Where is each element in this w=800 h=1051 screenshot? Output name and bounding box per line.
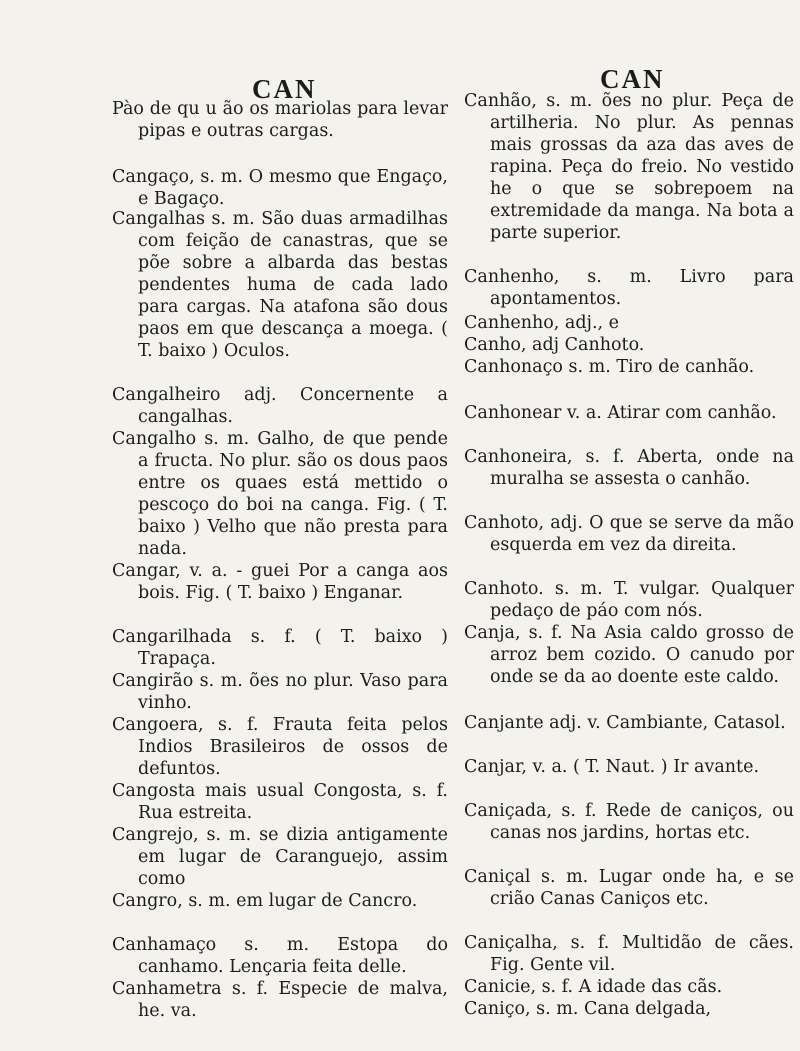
entry: Cangar, v. a. - guei Por a canga aos bois. Fig. ( T. baixo ) Enganar. xyxy=(112,561,448,603)
entry: Canhenho, s. m. Livro para apontamentos. xyxy=(464,267,794,309)
entry: Canhoto, adj. O que se serve da mão esquerda em vez da direita. xyxy=(464,513,794,555)
entry: Cangrejo, s. m. se dizia antigamente em lugar de Caranguejo, assim como xyxy=(112,825,448,889)
entry: Cangarilhada s. f. ( T. baixo ) Trapaça. xyxy=(112,627,448,669)
entry: Cangalhas s. m. São duas armadilhas com feição de canastras, que se põe sobre a albarda das bestas pendentes huma de cada lado para cargas. Na atafona são dous paos em que descança a moega. ( T. baixo ) Oculos. xyxy=(112,209,448,361)
entry: Canhenho, adj., e xyxy=(464,313,620,333)
entry: Canhonaço s. m. Tiro de canhão. xyxy=(464,357,755,377)
entry: Canhoto. s. m. T. vulgar. Qualquer pedaço de páo com nós. xyxy=(464,579,794,621)
entry: Cangosta mais usual Congosta, s. f. Rua estreita. xyxy=(112,781,448,823)
left-running-head: CAN xyxy=(252,74,317,104)
entry: Caniçalha, s. f. Multidão de cães. Fig. Gente vil. xyxy=(464,933,794,975)
entry: Caniçada, s. f. Rede de caniços, ou canas nos jardins, hortas etc. xyxy=(464,801,794,843)
entry: Cangaço, s. m. O mesmo que Engaço, e Bagaço. xyxy=(112,167,448,209)
entry: Caniçal s. m. Lugar onde ha, e se crião Canas Caniços etc. xyxy=(464,867,794,909)
entry: Canicie, s. f. A idade das cãs. xyxy=(464,977,723,997)
entry: Canhonear v. a. Atirar com canhão. xyxy=(464,403,777,423)
entry: Cangoera, s. f. Frauta feita pelos Indios Brasileiros de ossos de defuntos. xyxy=(112,715,448,779)
entry: Cangirão s. m. ões no plur. Vaso para vinho. xyxy=(112,671,448,713)
entry: Canhametra s. f. Especie de malva, he. va. xyxy=(112,979,448,1021)
entry: Cangro, s. m. em lugar de Cancro. xyxy=(112,891,418,911)
entry: Canho, adj Canhoto. xyxy=(464,335,645,355)
entry: Canhoneira, s. f. Aberta, onde na muralha se assesta o canhão. xyxy=(464,447,794,489)
entry: Cangalheiro adj. Concernente a cangalhas. xyxy=(112,385,448,427)
entry: Cangalho s. m. Galho, de que pende a fructa. No plur. são os dous paos entre os quaes está mettido o pescoço do boi na canga. Fig. ( T. baixo ) Velho que não presta para nada. xyxy=(112,429,448,559)
entry: Canhamaço s. m. Estopa do canhamo. Lençaria feita delle. xyxy=(112,935,448,977)
entry: Canja, s. f. Na Asia caldo grosso de arroz bem cozido. O canudo por onde se da ao doente este caldo. xyxy=(464,623,794,687)
entry: Pào de qu u ão os mariolas para levar pipas e outras cargas. xyxy=(112,99,448,141)
entry: Canjar, v. a. ( T. Naut. ) Ir avante. xyxy=(464,757,760,777)
entry: Caniço, s. m. Cana delgada, xyxy=(464,999,712,1019)
right-running-head: CAN xyxy=(600,64,665,94)
entry: Canhão, s. m. ões no plur. Peça de artilheria. No plur. As pennas mais grossas da aza das aves de rapina. Peça do freio. No vestido he o que se sobrepoem na extremidade da manga. Na bota a parte superior. xyxy=(464,91,794,243)
entry: Canjante adj. v. Cambiante, Catasol. xyxy=(464,713,786,733)
